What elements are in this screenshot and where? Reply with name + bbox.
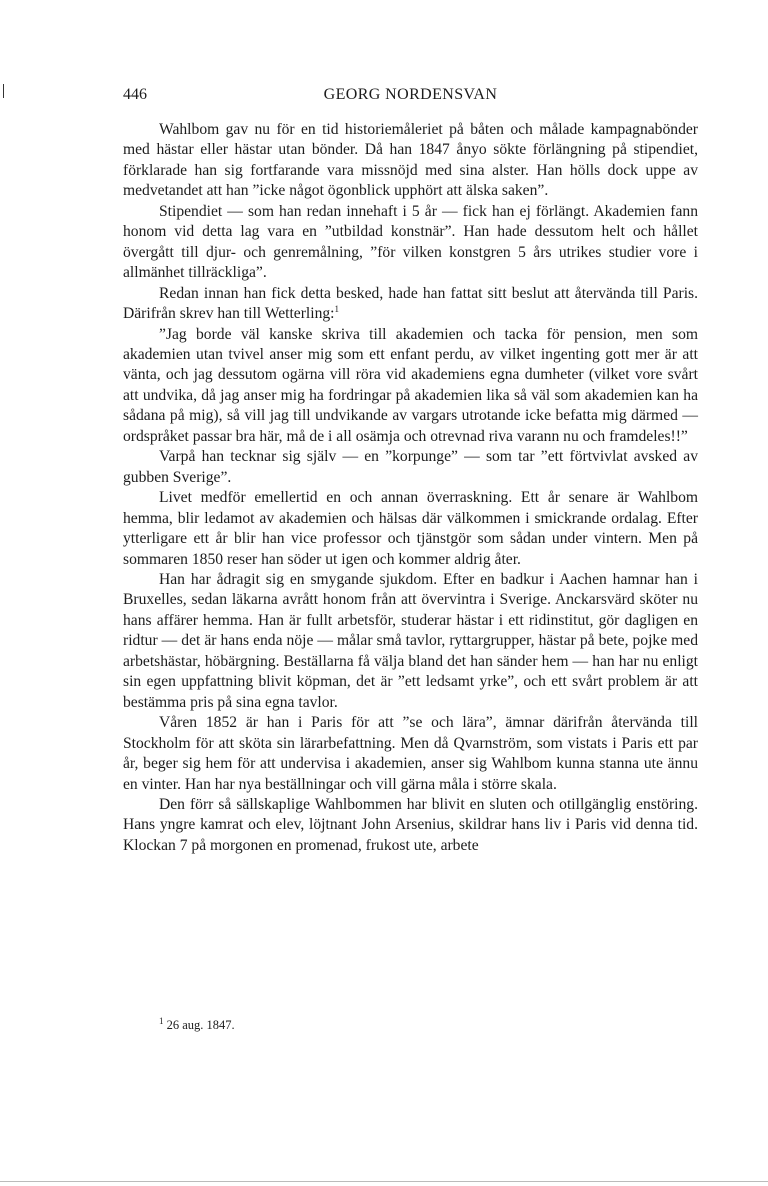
body-text	[123, 120, 698, 856]
paragraph-1: Wahlbom gav nu för en tid historiemåleriet på båten och målade kampagnabönder med hästar eller hästar utan bönder. Då han 1847 ånyo sökte förlängning på stipendiet, förklarade han sig fortfarande vara missnöjd med sina alster. Han hölls dock uppe av medvetandet att han ”icke något ögonblick upphört att älska saken”.	[123, 121, 698, 200]
scan-edge-mark	[3, 84, 4, 98]
paragraph-7: Han har ådragit sig en smygande sjukdom. Efter en badkur i Aachen hamnar han i Bruxelles, sedan läkarna avrått honom från att övervintra i Sverige. Anckarsvärd sköter nu hans affärer hemma. Han är fullt arbetsför, studerar hästar i ett ridinstitut, gör dagligen en ridtur — det är hans enda nöje — målar små tavlor, ryttargrupper, hästar på bete, pojke med arbetshästar, höbärgning. Beställarna få välja bland det han sänder hem — han har nu enligt sin egen uppfattning blivit köpman, det är ”ett ledsamt yrke”, och ett svårt problem är att bestämma pris på sina egna tavlor.	[123, 570, 698, 711]
page-number: 446	[123, 86, 147, 103]
scan-bottom-edge	[0, 1181, 768, 1182]
paragraph-6: Livet medför emellertid en och annan överraskning. Ett år senare är Wahlbom hemma, blir ledamot av akademien och hälsas där välkommen i smickrande ordalag. Efter ytterligare ett år blir han vice professor och tjänstgör som sådan under vintern. Men på sommaren 1850 reser han söder ut igen och kommer aldrig åter.	[123, 489, 698, 568]
footnote-text: 26 aug. 1847.	[166, 1018, 235, 1032]
paragraph-5: Varpå han tecknar sig själv — en ”korpunge” — som tar ”ett förtvivlat avsked av gubben Sverige”.	[123, 448, 698, 486]
running-title: GEORG NORDENSVAN	[323, 86, 498, 103]
paragraph-8: Våren 1852 är han i Paris för att ”se och lära”, ämnar därifrån återvända till Stockholm för att sköta sin lärarbefattning. Men då Qvarnström, som vistats i Paris ett par år, beger sig hem för att undervisa i akademien, anser sig Wahlbom kunna stanna ute ännu en vinter. Han har nya beställningar och vill gärna måla i större skala.	[123, 714, 698, 793]
paragraph-4-quote: ”Jag borde väl kanske skriva till akademien och tacka för pension, men som akademien utan tvivel anser mig som ett enfant perdu, av vilket ingenting gott mer är att vänta, och jag dessutom ogärna vill röra vid akademiens egna dumheter (vilket vore svårt att undvika, då jag anser mig ha fordringar på akademien lika så väl som akademien kan ha sådana på mig), så vill jag till undvikande av vargars utrotande icke befatta mig därmed — ordspråket passar bra här, må de i all osämja och otrevnad riva varann nu och framdeles!!”	[123, 325, 698, 445]
page-header	[123, 86, 698, 108]
footnote	[159, 1017, 235, 1033]
paragraph-2: Stipendiet — som han redan innehaft i 5 år — fick han ej förlängt. Akademien fann honom vid detta lag vara en ”utbildad konstnär”. Han hade dessutom helt och hållet övergått till djur- och genremålning, ”för vilken konstgren 5 års utrikes studier vore i allmänhet tillräckliga”.	[123, 202, 698, 282]
paragraph-3-text: Redan innan han fick detta besked, hade han fattat sitt beslut att återvända till Paris. Därifrån skrev han till Wetterling:	[123, 284, 698, 323]
footnote-reference: 1	[334, 303, 340, 314]
footnote-marker: 1	[159, 1015, 164, 1026]
paragraph-9: Den förr så sällskaplige Wahlbommen har blivit en sluten och otillgänglig enstöring. Hans yngre kamrat och elev, löjtnant John Arsenius, skildrar hans liv i Paris vid denna tid. Klockan 7 på morgonen en promenad, frukost ute, arbete	[123, 795, 698, 854]
paragraph-3	[123, 284, 698, 325]
